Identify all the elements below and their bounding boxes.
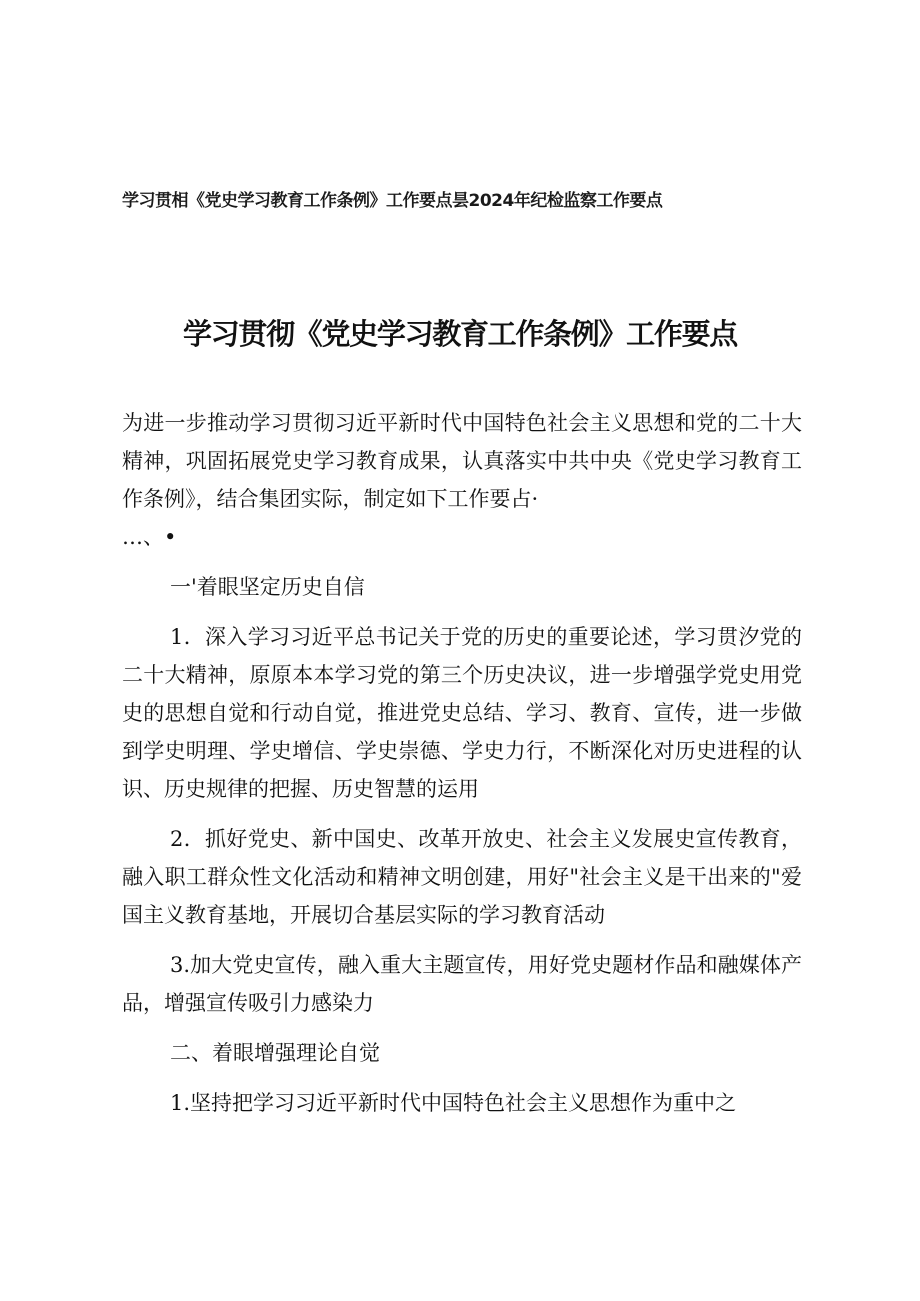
section-1-item-2: 2．抓好党史、新中国史、改革开放史、社会主义发展史宣传教育，融入职工群众性文化活动和精神文明创建，用好"社会主义是干出来的"爱国主义教育基地，开展切合基层实际的学习教育活动	[122, 827, 802, 927]
section-1-item-1: 1．深入学习习近平总书记关于党的历史的重要论述，学习贯汐党的二十大精神，原原本本学习党的第三个历史决议，进一步增强学党史用党史的思想自觉和行动自觉，推进党史总结、学习、教育、宣传，进一步做到学史明理、学史增信、学史崇德、学史力行，不断深化对历史进程的认识、历史规律的把握、历史智慧的运用	[122, 625, 802, 801]
section-heading-2: 二、着眼增强理论自觉	[170, 1041, 380, 1065]
section-2-item-1: 1.坚持把学习习近平新时代中国特色社会主义思想作为重中之	[170, 1091, 737, 1115]
section-heading-1: 一'着眼坚定历史自信	[170, 575, 365, 599]
stray-marks: …、•	[122, 525, 177, 549]
section-1-item-3: 3.加大党史宣传，融入重大主题宣传，用好党史题材作品和融媒体产品，增强宣传吸引力感染力	[122, 953, 802, 1015]
document-body	[122, 404, 802, 1122]
intro-paragraph: 为进一步推动学习贯彻习近平新时代中国特色社会主义思想和党的二十大精神，巩固拓展党史学习教育成果，认真落实中共中央《党史学习教育工作条例》，结合集团实际，制定如下工作要占·	[122, 411, 802, 511]
document-title: 学习贯彻《党史学习教育工作条例》工作要点	[182, 317, 737, 351]
file-header: 学习贯相《党史学习教育工作条例》工作要点昙2024年纪检监察工作要点	[122, 191, 663, 211]
